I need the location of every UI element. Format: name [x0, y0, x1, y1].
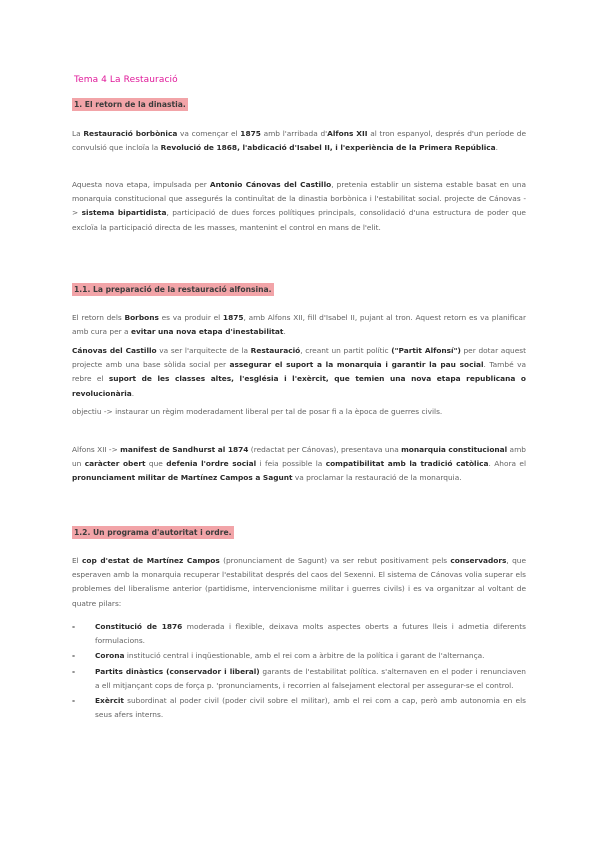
paragraph-canovas-architect: Cánovas del Castillo va ser l'arquitecte de la Restauració, creant un partit polític ("Partit Alfonsí") per dotar aquest projecte amb una base sòlida social per assegurar el suport a la monarquia i garantir la pau social. També va rebre el suport de les classes altes, l'església i l'exèrcit, que temien una nova etapa republicana o revolucionària. — [72, 346, 527, 398]
list-item: - Corona institució central i inqüestionable, amb el rei com a àrbitre de la política i garant de l'alternança. — [72, 649, 526, 663]
paragraph-sandhurst: Alfons XII -> manifest de Sandhurst al 1874 (redactat per Cánovas), presentava una monarquia constitucional amb un caràcter obert que defenia l'ordre social i feia possible la compatibilitat amb la tradició catòlica. Ahora el pronunciament militar de Martínez Campos a Sagunt va proclamar la restauració de la monarquia. — [72, 445, 527, 483]
list-item: - Constitució de 1876 moderada i flexible, deixava molts aspectes oberts a futures lleis i admetia diferents formulacions. — [72, 622, 526, 646]
list-item: - Exèrcit subordinat al poder civil (poder civil sobre el militar), amb el rei com a cap, però amb autonomia en els seus afers interns. — [72, 696, 526, 720]
section-heading-1-1: 1.1. La preparació de la restauració alfonsina. — [74, 285, 272, 294]
paragraph-coup: El cop d'estat de Martínez Campos (pronunciament de Sagunt) va ser rebut positivament pels conservadors, que esperaven amb la monarquia recuperar l'estabilitat després del caos del Sexenni. El sistema de Cánovas volia superar els problemes del liberalisme anterior (partidisme, intervencionisme militar i guerres civils) i es va organitzar al voltant de quatre pilars: — [72, 556, 527, 608]
pillars-list — [72, 620, 526, 723]
paragraph-intro: La Restauració borbònica va començar el 1875 amb l'arribada d'Alfons XII al tron espanyol, després d'un període de convulsió que incloïa la Revolució de 1868, l'abdicació d'Isabel II, i l'experiència de la Primera República. — [72, 129, 527, 153]
list-item: - Partits dinàstics (conservador i liberal) garants de l'estabilitat política. s'alternaven en el poder i renunciaven a ell mitjançant cops de força p. 'pronunciaments, i recorrien al falsejament electoral per assegurar-se el control. — [72, 666, 526, 690]
section-heading-1-2: 1.2. Un programa d'autoritat i ordre. — [74, 528, 232, 537]
paragraph-objective: objectiu -> instaurar un règim moderadament liberal per tal de posar fi a la època de guerres civils. — [72, 407, 443, 416]
document-title: Tema 4 La Restauració — [74, 75, 178, 85]
paragraph-canovas-project: Aquesta nova etapa, impulsada per Antonio Cánovas del Castillo, pretenia establir un sistema estable basat en una monarquia constitucional que assegurés la continuïtat de la dinastia borbònica i l'estabilitat social. projecte de Cánovas -> sistema bipartidista, participació de dues forces polítiques principals, consolidació d'una estructura de poder que excloïa la participació directa de les masses, mantenint el control en mans de l'elit. — [72, 180, 526, 232]
dash-bullet: - — [72, 666, 76, 676]
section-heading-1: 1. El retorn de la dinastia. — [74, 100, 186, 109]
dash-bullet: - — [72, 651, 76, 661]
dash-bullet: - — [72, 622, 76, 631]
paragraph-bourbon-return: El retorn dels Borbons es va produir el 1875, amb Alfons XII, fill d'Isabel II, pujant al tron. Aquest retorn es va planificar amb cura per a evitar una nova etapa d'inestabilitat. — [72, 313, 527, 337]
dash-bullet: - — [72, 696, 76, 706]
